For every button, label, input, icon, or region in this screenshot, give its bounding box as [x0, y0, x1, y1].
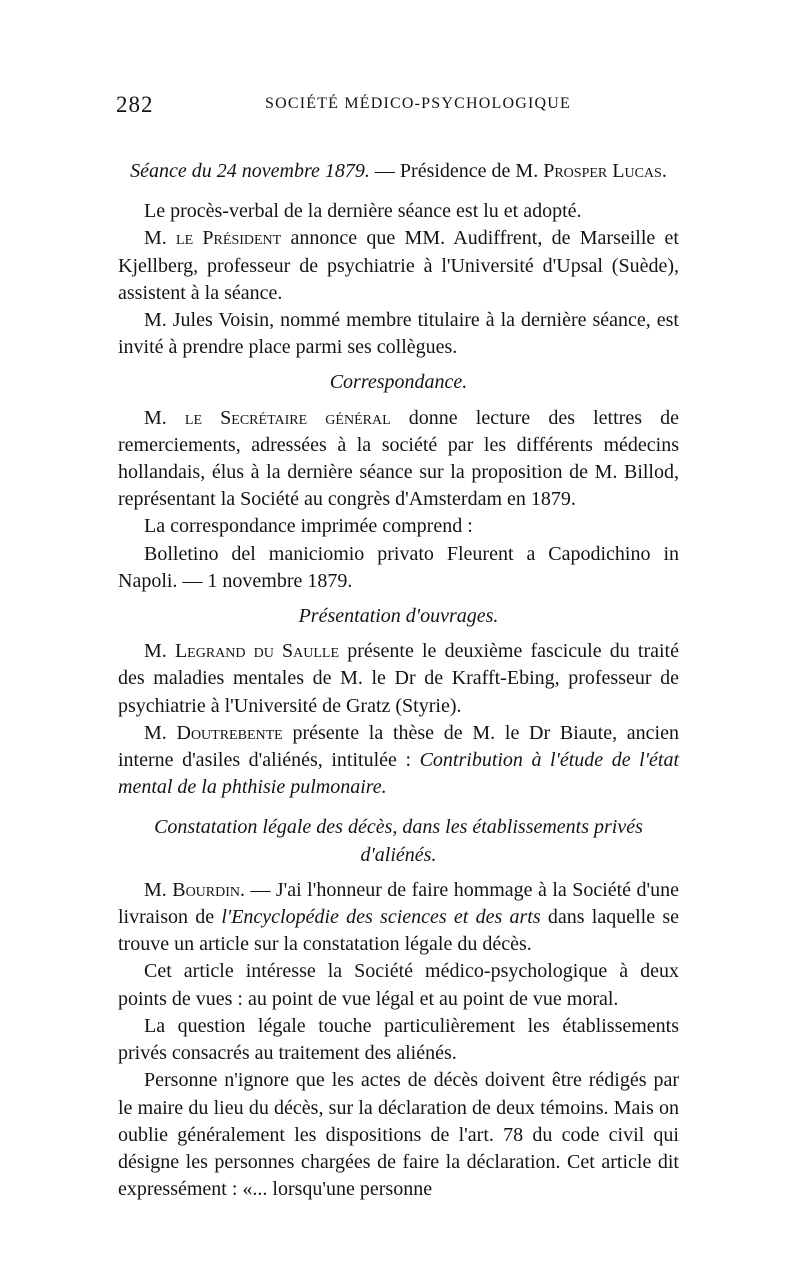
paragraph-bolletino: Bolletino del maniciomio privato Fleurent a Capodichino in Napoli. — 1 novembre 1879.: [118, 542, 679, 592]
heading-text: Présentation d'ouvrages.: [298, 605, 499, 628]
presidence-text: — Présidence de M.: [369, 160, 544, 182]
paragraph-legrand: [118, 638, 679, 720]
speaker-secretaire: M. le Secrétaire général: [144, 406, 391, 429]
president-name: Prosper Lucas: [543, 160, 662, 182]
section-heading-correspondance: [118, 369, 679, 396]
section-heading-presentation: [118, 603, 679, 630]
paragraph-actes-deces: Personne n'ignore que les actes de décès doivent être rédigés par le maire du lieu du décès, sur la déclaration de deux témoins. Mais on oublie généralement les dispositions de l'art. 78 du code civil qui désigne les personnes chargées de faire la déclaration. Cet article dit expressément : «... lorsqu'une personne: [118, 1069, 679, 1201]
heading-period: .: [661, 160, 667, 182]
speaker-legrand: M. Legrand du Saulle: [144, 640, 340, 663]
thesis-title: Contribution à l'étude de l'état mental de la phthisie pulmonaire.: [118, 749, 679, 799]
session-date: Séance du 24 novembre 1879.: [130, 160, 370, 182]
paragraph-text: annonce que MM. Audiffrent, de Marseille et Kjellberg, professeur de psychiatrie à l'Université d'Upsal (Suède), assistent à la séance.: [118, 227, 679, 304]
paragraph-question-legale: La question légale touche particulièrement les établissements privés consacrés au traitement des aliénés.: [118, 1014, 679, 1065]
page-body: [118, 158, 679, 1203]
paragraph-correspondance: La correspondance imprimée comprend :: [144, 515, 473, 538]
paragraph-secretaire: [118, 405, 679, 514]
heading-text: Correspondance.: [329, 371, 468, 394]
work-title: l'Encyclopédie des sciences et des arts: [221, 906, 541, 929]
paragraph-proces-verbal: Le procès-verbal de la dernière séance est lu et adopté.: [144, 200, 582, 223]
speaker-bourdin: M. Bourdin.: [144, 878, 246, 901]
paragraph-voisin: M. Jules Voisin, nommé membre titulaire à la dernière séance, est invité à prendre place parmi ses collègues.: [118, 309, 679, 359]
page-number: 282: [116, 92, 154, 117]
paragraph-text: donne lecture des lettres de remerciements, adressées à la société par les différents médecins hollandais, élus à la dernière séance sur la proposition de M. Billod, représentant la Société au congrès d'Amsterdam en 1879.: [118, 406, 679, 511]
paragraph-text: dans laquelle se trouve un article sur la constatation légale du décès.: [118, 906, 679, 956]
paragraph-doutrebente: [118, 720, 679, 802]
paragraph-text: présente la thèse de M. le Dr Biaute, ancien interne d'asiles d'aliénés, intitulée :: [118, 721, 679, 772]
page-header: [116, 92, 680, 118]
paragraph-president: [118, 225, 679, 307]
paragraph-article: Cet article intéresse la Société médico-psychologique à deux points de vues : au point de vue légal et au point de vue moral.: [118, 960, 679, 1010]
heading-text: Constatation légale des décès, dans les établissements privés d'aliénés.: [154, 816, 643, 866]
speaker-president: M. le Président: [144, 227, 282, 250]
section-heading-constatation: [118, 814, 679, 868]
paragraph-text: présente le deuxième fascicule du traité des maladies mentales de M. le Dr de Krafft-Ebing, professeur de psychiatrie à l'Université de Gratz (Styrie).: [118, 640, 679, 717]
running-title: SOCIÉTÉ MÉDICO-PSYCHOLOGIQUE: [264, 95, 572, 112]
session-heading: [118, 158, 679, 185]
paragraph-text: — J'ai l'honneur de faire hommage à la Société d'une livraison de: [118, 878, 679, 929]
paragraph-bourdin: [118, 877, 679, 959]
speaker-doutrebente: M. Doutrebente: [144, 721, 283, 744]
